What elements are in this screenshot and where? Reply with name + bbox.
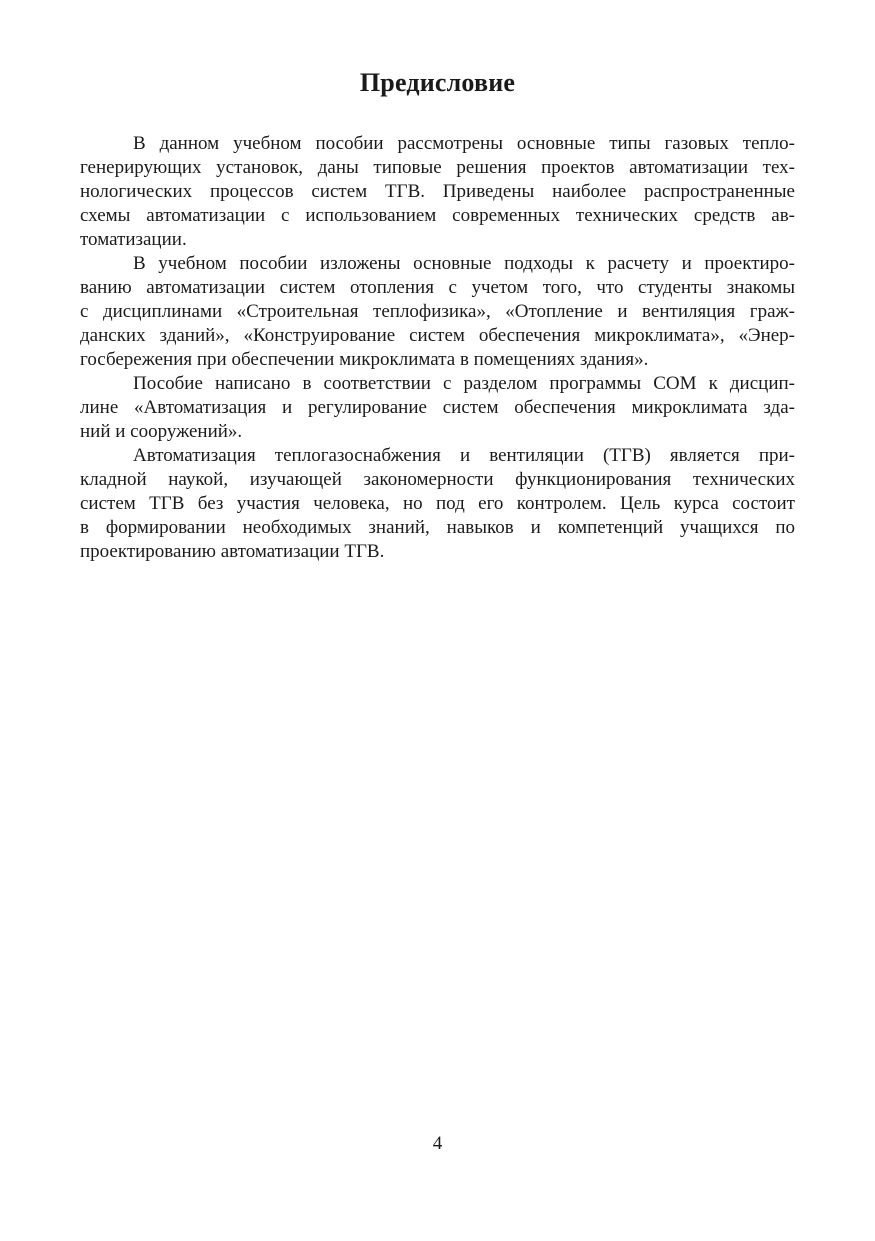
text-line: Автоматизация теплогазоснабжения и вентиляции (ТГВ) является при- bbox=[133, 445, 795, 466]
text-line: данских зданий», «Конструирование систем обеспечения микроклимата», «Энер- bbox=[80, 325, 795, 346]
text-line: лине «Автоматизация и регулирование систем обеспечения микроклимата зда- bbox=[80, 397, 795, 418]
text-line: нологических процессов систем ТГВ. Приведены наиболее распространенные bbox=[80, 181, 795, 202]
text-line: ний и сооружений». bbox=[80, 421, 243, 442]
text-line: кладной наукой, изучающей закономерности функционирования технических bbox=[80, 469, 795, 490]
text-line: госбережения при обеспечении микроклимата в помещениях здания». bbox=[80, 349, 649, 370]
text-line: с дисциплинами «Строительная теплофизика», «Отопление и вентиляция граж- bbox=[80, 301, 795, 322]
text-line: томатизации. bbox=[80, 229, 187, 250]
text-line: проектированию автоматизации ТГВ. bbox=[80, 541, 385, 562]
text-line: ванию автоматизации систем отопления с учетом того, что студенты знакомы bbox=[80, 277, 795, 298]
text-line: схемы автоматизации с использованием современных технических средств ав- bbox=[80, 205, 795, 226]
page-title: Предисловие bbox=[359, 68, 516, 97]
text-line: в формировании необходимых знаний, навыков и компетенций учащихся по bbox=[80, 517, 795, 538]
text-line: генерирующих установок, даны типовые решения проектов автоматизации тех- bbox=[80, 157, 795, 178]
text-line: В учебном пособии изложены основные подходы к расчету и проектиро- bbox=[133, 253, 795, 274]
text-line: В данном учебном пособии рассмотрены основные типы газовых тепло- bbox=[133, 133, 795, 154]
text-line: систем ТГВ без участия человека, но под его контролем. Цель курса состоит bbox=[80, 493, 795, 514]
text-line: Пособие написано в соответствии с разделом программы СОМ к дисцип- bbox=[133, 373, 795, 394]
page-number: 4 bbox=[432, 1133, 443, 1154]
